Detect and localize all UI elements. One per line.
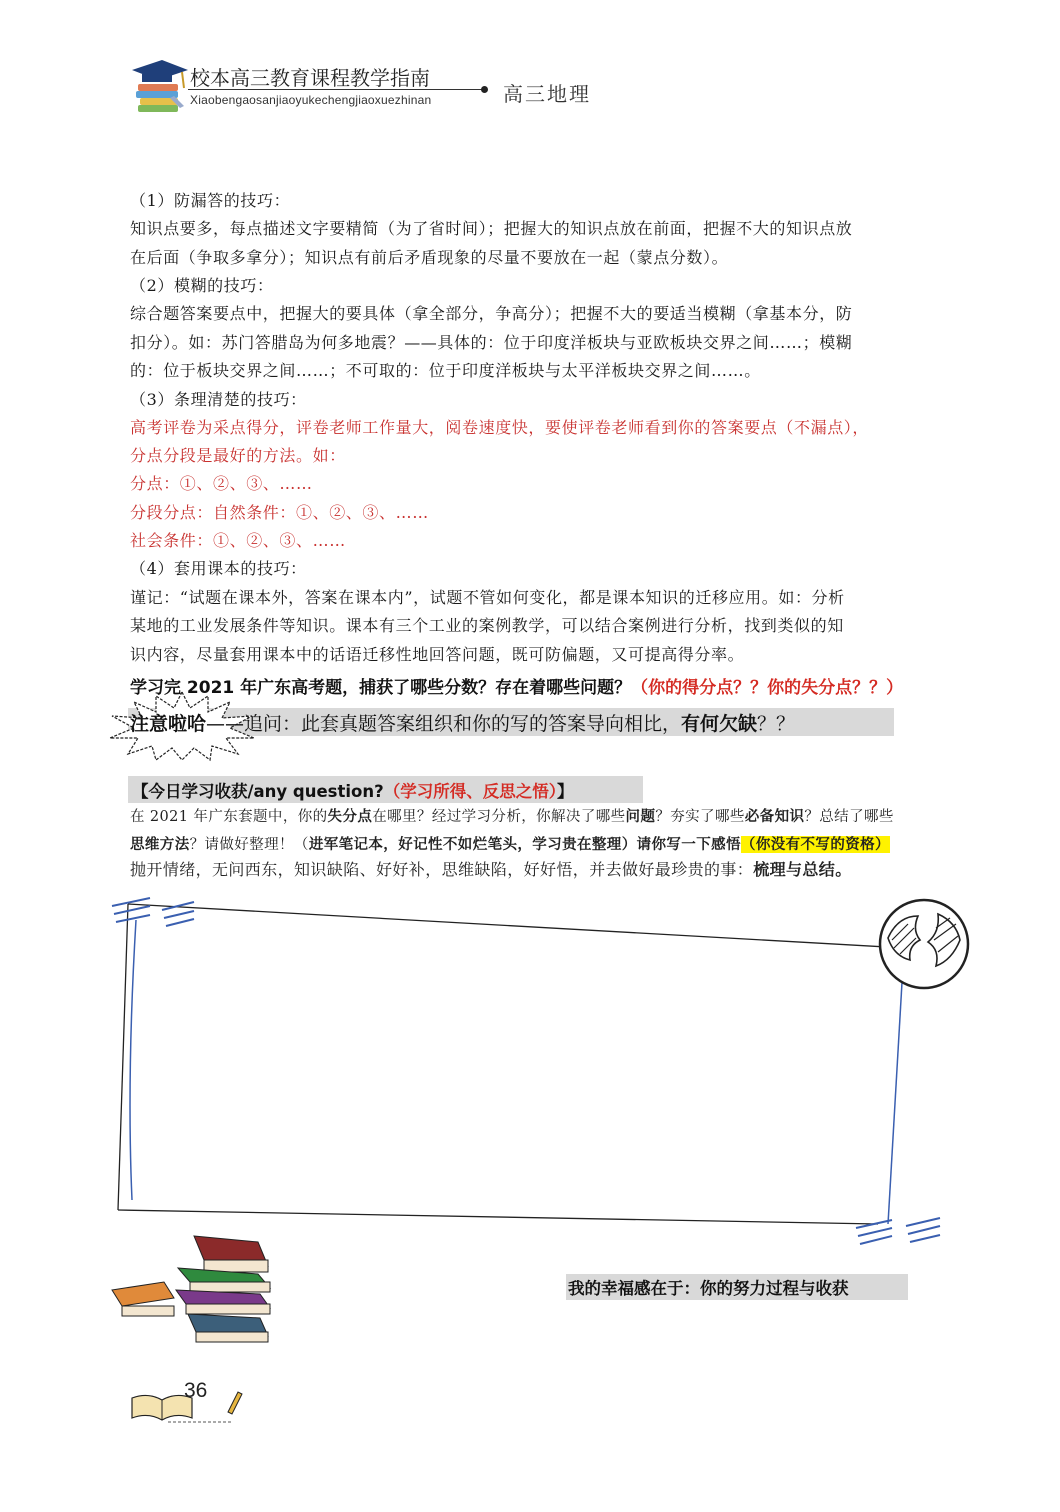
notice-body: 追问：此套真题答案组织和你的写的答案导向相比， — [244, 713, 682, 735]
header-subject: 高三地理 — [503, 82, 591, 106]
section-4-text: 谨记：“试题在课本外，答案在课本内”，试题不管如何变化，都是课本知识的迁移应用。如：分析 — [130, 588, 845, 607]
section-3-list-item: 社会条件：①、②、③、…… — [130, 531, 346, 550]
header-bullet-dot — [481, 86, 488, 93]
reflection-bold: 失分点 — [327, 809, 373, 825]
reflection-bold: 思维方法 — [130, 837, 190, 853]
reflection-bold: 进军笔记本，好记性不如烂笔头，学习贵在整理）请你写一下感悟 — [308, 836, 741, 853]
section-4-text: 某地的工业发展条件等知识。课本有三个工业的案例教学，可以结合案例进行分析，找到类似的知 — [130, 616, 844, 635]
section-2-text: 综合题答案要点中，把握大的要具体（拿全部分，争高分）；把握不大的要适当模糊（拿基本分，防 — [130, 304, 853, 323]
page-number: 36 — [184, 1379, 208, 1402]
harvest-red: （学习所得、反思之悟） — [383, 782, 557, 801]
reflection-yellow-highlight: （你没有不写的资格） — [740, 836, 890, 853]
section-4-heading: （4）套用课本的技巧： — [130, 559, 307, 578]
reflection-line — [130, 831, 890, 859]
section-3-list-item: 分段分点：自然条件：①、②、③、…… — [130, 503, 429, 522]
header-divider — [188, 89, 484, 90]
header-title: 校本高三教育课程教学指南 — [190, 66, 430, 90]
section-2-text: 的：位于板块交界之间……；不可取的：位于印度洋板块与太平洋板块交界之间……。 — [130, 361, 761, 380]
notice-text — [130, 709, 795, 736]
notice-end: ？？ — [757, 713, 796, 735]
globe-icon — [858, 898, 988, 998]
review-question-red: （你的得分点？？你的失分点？？） — [631, 678, 904, 698]
reflection-bold: 梳理与总结。 — [753, 860, 852, 879]
section-3-list-item: 分点：①、②、③、…… — [130, 474, 313, 493]
reflection-text: ？总结了哪些 — [804, 809, 894, 825]
happiness-text: 我的幸福感在于：你的努力过程与收获 — [568, 1279, 849, 1298]
section-2-text: 扣分）。如：苏门答腊岛为何多地震？——具体的：位于印度洋板块与亚欧板块交界之间……；模糊 — [130, 333, 853, 352]
reflection-text: 抛开情绪，无问西东，知识缺陷、好好补，思维缺陷，好好悟，并去做好最珍贵的事： — [130, 860, 754, 879]
harvest-open: 【今日学习收获/any question? — [132, 782, 384, 801]
section-3-text: 分点分段是最好的方法。如： — [130, 446, 346, 465]
books-stack-icon — [108, 1232, 280, 1350]
notice-dash: —— — [206, 713, 245, 735]
reflection-text: ？请做好整理！（ — [189, 837, 309, 853]
notice-bold: 有何欠缺 — [681, 713, 758, 735]
logo-books-graduation-cap-icon — [128, 54, 190, 114]
reflection-line — [130, 804, 894, 831]
section-1-text: 知识点要多，每点描述文字要精简（为了省时间）；把握大的知识点放在前面，把握不大的知识点放 — [130, 219, 853, 238]
section-2-heading: （2）模糊的技巧： — [130, 276, 274, 295]
reflection-text: 在 2021 年广东套题中，你的 — [130, 809, 328, 825]
reflection-line — [130, 856, 852, 883]
notice-label: 注意啦哈 — [130, 713, 207, 735]
reflection-bold: 问题 — [625, 809, 656, 825]
harvest-heading — [132, 778, 573, 802]
reflection-text: ？夯实了哪些 — [655, 809, 745, 825]
harvest-close: 】 — [556, 782, 574, 801]
reflection-bold: 必备知识 — [744, 809, 805, 825]
section-1-text: 在后面（争取多拿分）；知识点有前后矛盾现象的尽量不要放在一起（蒙点分数）。 — [130, 248, 729, 267]
section-1-heading: （1）防漏答的技巧： — [130, 191, 291, 210]
header-pinyin: Xiaobengaosanjiaoyukechengjiaoxuezhinan — [190, 93, 432, 107]
section-3-heading: （3）条理清楚的技巧： — [130, 390, 307, 409]
section-4-text: 识内容，尽量套用课本中的话语迁移性地回答问题，既可防偏题，又可提高得分率。 — [130, 645, 745, 664]
section-3-text: 高考评卷为采点得分，评卷老师工作量大，阅卷速度快，要使评卷老师看到你的答案要点（不漏点）， — [130, 418, 870, 437]
review-question-main: 学习完 2021 年广东高考题，捕获了哪些分数？存在着哪些问题？ — [130, 678, 632, 698]
reflection-text: 在哪里？经过学习分析，你解决了哪些 — [372, 809, 626, 825]
